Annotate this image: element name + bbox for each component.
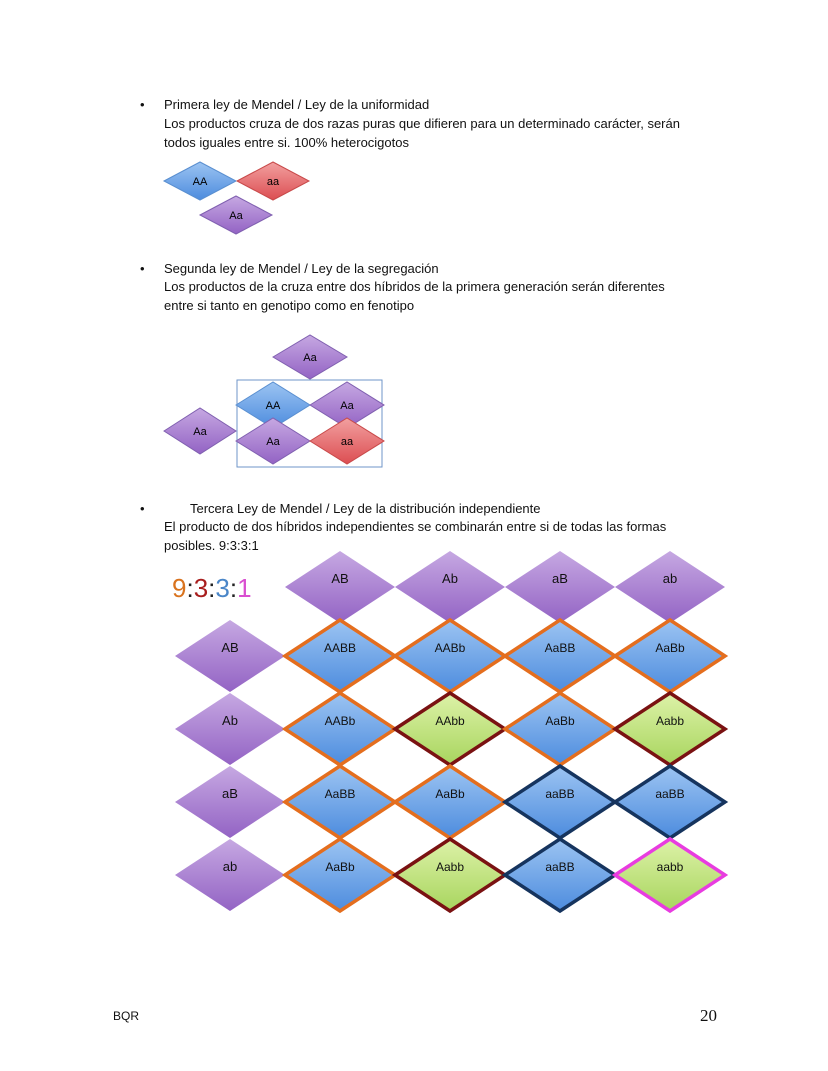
gamete-left-diamond bbox=[175, 620, 285, 692]
gamete-top-diamond bbox=[505, 551, 615, 623]
genotype-diamond bbox=[395, 620, 505, 692]
genotype-diamond-shape bbox=[285, 766, 395, 838]
gamete-top-diamond-shape bbox=[285, 551, 395, 623]
genotype-diamond-shape bbox=[395, 620, 505, 692]
genotype-diamond bbox=[505, 766, 615, 838]
genotype-diamond bbox=[285, 766, 395, 838]
genotype-diamond bbox=[285, 620, 395, 692]
genotype-diamond bbox=[285, 839, 395, 911]
law3-line1: El producto de dos híbridos independientes se combinarán entre si de todas las formas bbox=[164, 519, 667, 534]
gamete-left-diamond-shape bbox=[175, 693, 285, 765]
law2-cell-label: Aa bbox=[340, 400, 354, 412]
gamete-left-diamond-label: Ab bbox=[222, 713, 238, 728]
law1-diagram bbox=[160, 160, 320, 250]
gamete-left-diamond bbox=[175, 839, 285, 911]
law3-punnett-grid bbox=[170, 548, 735, 928]
gamete-left-diamond bbox=[175, 766, 285, 838]
genotype-diamond-shape bbox=[615, 693, 725, 765]
law2-cell-label: AA bbox=[265, 400, 281, 412]
law3-line2: posibles. 9:3:3:1 bbox=[164, 537, 259, 553]
gamete-top-diamond bbox=[615, 551, 725, 623]
law1-line1: Los productos cruza de dos razas puras que difieren para un determinado carácter, serán bbox=[164, 116, 680, 131]
footer-author: BQR bbox=[113, 1009, 140, 1023]
gamete-left-diamond-label: AB bbox=[221, 640, 239, 655]
genotype-diamond-shape bbox=[505, 766, 615, 838]
gamete-top-diamond-label: aB bbox=[552, 571, 568, 586]
genotype-diamond bbox=[285, 693, 395, 765]
genotype-diamond-label: AaBb bbox=[655, 641, 685, 655]
genotype-diamond-label: AAbb bbox=[435, 714, 465, 728]
law1-child-diamond bbox=[200, 196, 272, 234]
ratio-n2: 3 bbox=[193, 573, 209, 603]
law1-parent2-diamond bbox=[237, 162, 309, 200]
ratio-sep: : bbox=[229, 573, 238, 603]
gamete-top-diamond-label: AB bbox=[331, 571, 349, 586]
law1-child-label: Aa bbox=[229, 210, 243, 222]
genotype-diamond-label: AaBB bbox=[324, 787, 356, 801]
gamete-top-diamond bbox=[285, 551, 395, 623]
genotype-diamond-shape bbox=[615, 839, 725, 911]
law2-title: Segunda ley de Mendel / Ley de la segregación bbox=[164, 261, 439, 276]
bullet-law1: • bbox=[140, 97, 145, 112]
page-number: 20 bbox=[700, 1006, 717, 1025]
gamete-top-diamond-label: Ab bbox=[442, 571, 458, 586]
genotype-diamond-shape bbox=[505, 620, 615, 692]
gamete-top-diamond bbox=[395, 551, 505, 623]
genotype-diamond-label: Aabb bbox=[655, 714, 685, 728]
genotype-diamond-label: Aabb bbox=[435, 860, 465, 874]
genotype-diamond bbox=[615, 839, 725, 911]
law1-line2: todos iguales entre si. 100% heterocigotos bbox=[164, 134, 409, 150]
genotype-diamond-shape bbox=[285, 839, 395, 911]
ratio-sep: : bbox=[186, 573, 194, 603]
gamete-left-diamond-label: ab bbox=[222, 859, 238, 874]
ratio-n3: 3 bbox=[215, 573, 230, 603]
ratio-n1: 9 bbox=[172, 573, 187, 603]
genotype-diamond-shape bbox=[285, 693, 395, 765]
gamete-top-diamond-shape bbox=[505, 551, 615, 623]
bullet-law3: • bbox=[140, 501, 145, 516]
genotype-diamond-shape bbox=[505, 693, 615, 765]
genotype-diamond-label: AaBb bbox=[545, 714, 575, 728]
genotype-diamond-label: AABb bbox=[324, 714, 356, 728]
genotype-diamond bbox=[505, 620, 615, 692]
genotype-diamond-label: aaBB bbox=[545, 787, 575, 801]
law1-parent1-label: AA bbox=[192, 176, 208, 188]
law3-title: Tercera Ley de Mendel / Ley de la distribución independiente bbox=[190, 501, 541, 516]
law2-line1: Los productos de la cruza entre dos híbridos de la primera generación serán diferentes bbox=[164, 279, 665, 294]
genotype-diamond-shape bbox=[615, 766, 725, 838]
genotype-diamond-shape bbox=[505, 839, 615, 911]
gamete-left-diamond-shape bbox=[175, 839, 285, 911]
genotype-diamond-label: aabb bbox=[656, 860, 684, 874]
law2-cell-diamond bbox=[310, 418, 384, 464]
law2-diagram bbox=[160, 330, 390, 475]
law2-top-parent-label: Aa bbox=[303, 352, 317, 364]
law1-parent1-diamond bbox=[164, 162, 236, 200]
genotype-diamond bbox=[395, 766, 505, 838]
genotype-diamond-shape bbox=[395, 839, 505, 911]
genotype-diamond bbox=[615, 620, 725, 692]
genotype-diamond-label: AaBb bbox=[435, 787, 465, 801]
ratio-sep: : bbox=[208, 573, 216, 603]
law2-description bbox=[164, 278, 724, 315]
law2-line2: entre si tanto en genotipo como en fenotipo bbox=[164, 297, 415, 313]
law1-title: Primera ley de Mendel / Ley de la uniformidad bbox=[164, 97, 430, 112]
law2-left-parent-label: Aa bbox=[193, 426, 207, 438]
ratio-n4: 1 bbox=[237, 573, 252, 603]
genotype-diamond-label: aaBB bbox=[655, 787, 685, 801]
genotype-diamond-label: AABb bbox=[434, 641, 466, 655]
genotype-diamond-label: AaBb bbox=[325, 860, 355, 874]
genotype-diamond bbox=[395, 839, 505, 911]
genotype-diamond-shape bbox=[395, 693, 505, 765]
gamete-top-diamond-label: ab bbox=[662, 571, 678, 586]
law1-description bbox=[164, 115, 724, 152]
law2-left-parent-diamond bbox=[164, 408, 236, 454]
genotype-diamond-label: AaBB bbox=[544, 641, 576, 655]
gamete-top-diamond-shape bbox=[615, 551, 725, 623]
gamete-left-diamond-shape bbox=[175, 766, 285, 838]
gamete-left-diamond bbox=[175, 693, 285, 765]
gamete-top-diamond-shape bbox=[395, 551, 505, 623]
genotype-diamond bbox=[615, 766, 725, 838]
genotype-diamond bbox=[505, 693, 615, 765]
genotype-diamond-shape bbox=[615, 620, 725, 692]
genotype-diamond-label: aaBB bbox=[545, 860, 575, 874]
law2-cell-label: aa bbox=[340, 436, 354, 448]
law2-cell-label: Aa bbox=[266, 436, 280, 448]
genotype-diamond-shape bbox=[395, 766, 505, 838]
genotype-diamond-label: AABB bbox=[323, 641, 357, 655]
genotype-diamond bbox=[395, 693, 505, 765]
genotype-diamond bbox=[505, 839, 615, 911]
gamete-left-diamond-label: aB bbox=[222, 786, 238, 801]
genotype-diamond-shape bbox=[285, 620, 395, 692]
genotype-diamond bbox=[615, 693, 725, 765]
gamete-left-diamond-shape bbox=[175, 620, 285, 692]
law2-top-parent-diamond bbox=[273, 335, 347, 379]
law1-parent2-label: aa bbox=[266, 176, 280, 188]
law2-cell-diamond bbox=[236, 418, 310, 464]
bullet-law2: • bbox=[140, 261, 145, 276]
